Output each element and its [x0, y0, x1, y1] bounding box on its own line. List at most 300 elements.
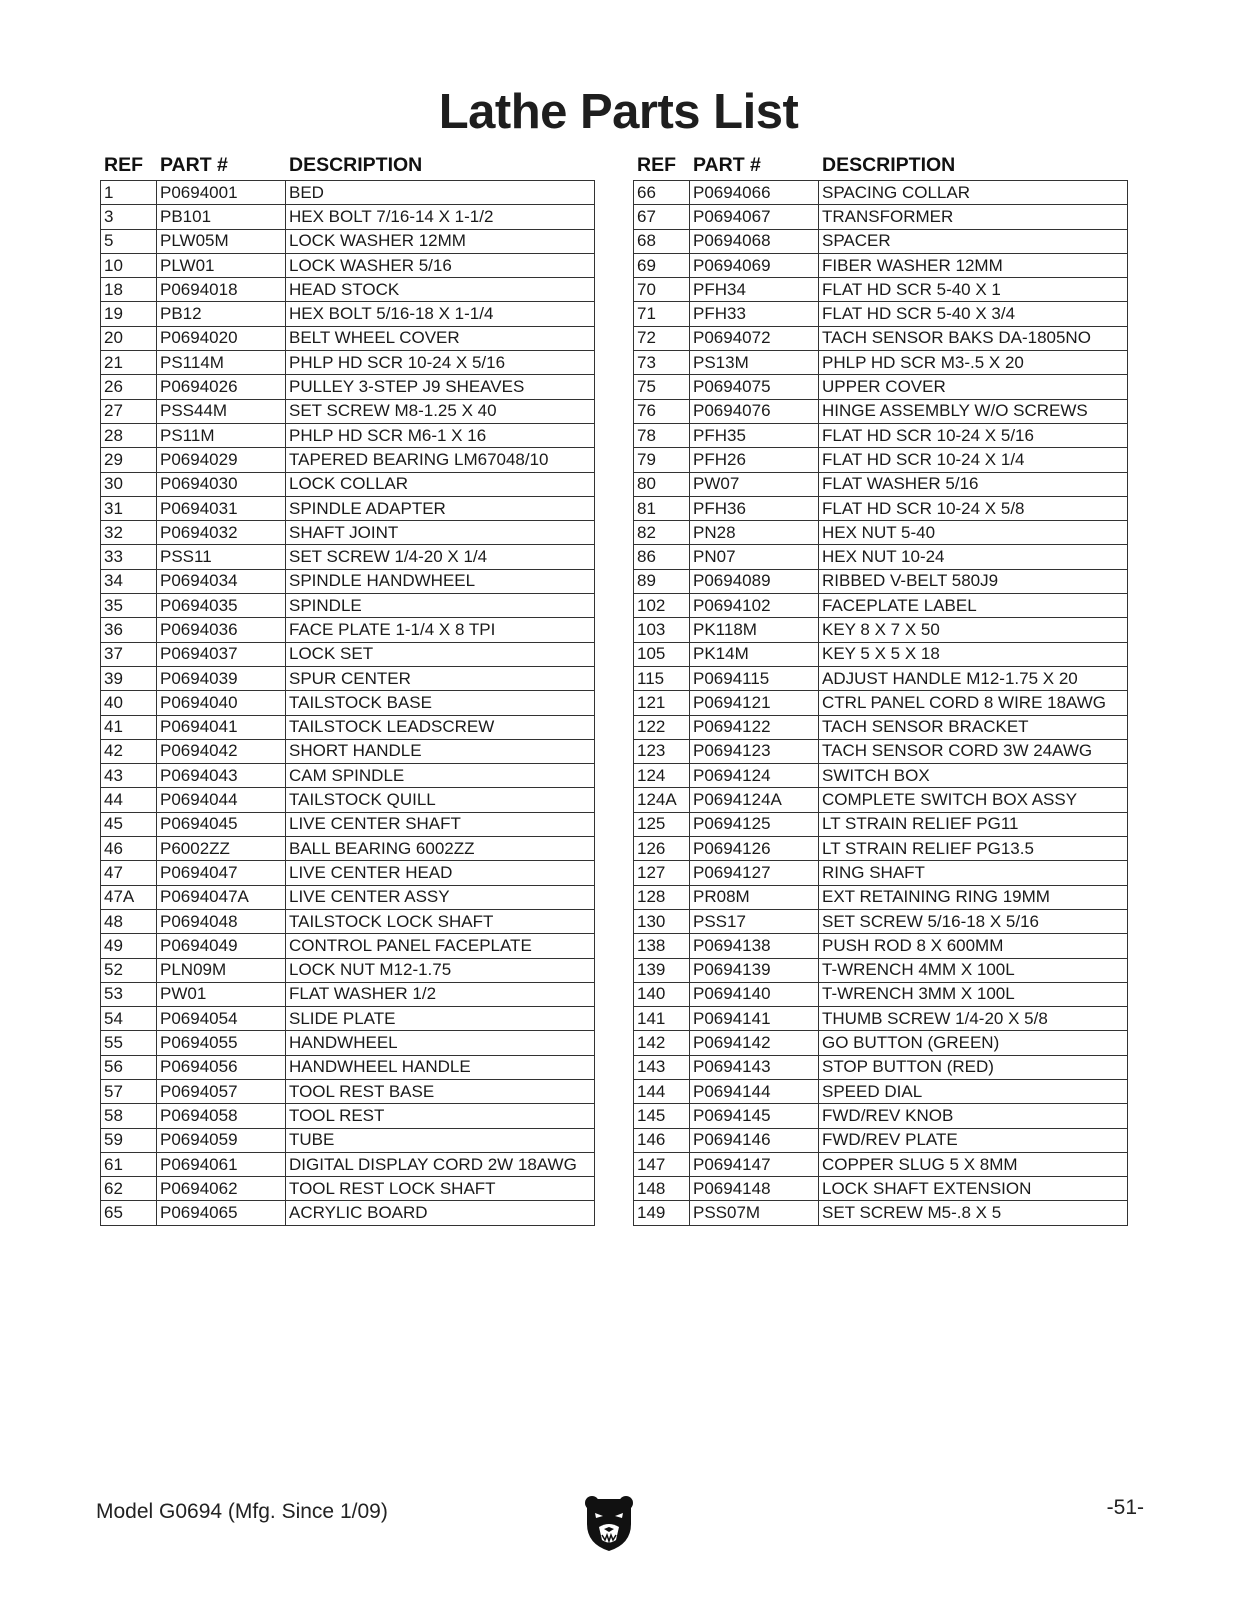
ref-cell: 145 [634, 1104, 690, 1128]
ref-cell: 18 [101, 278, 157, 302]
description-cell: BELT WHEEL COVER [286, 326, 595, 350]
table-row [634, 229, 1128, 253]
part-number-cell: P0694148 [690, 1177, 819, 1201]
ref-cell: 58 [101, 1104, 157, 1128]
part-number-cell: PB101 [157, 205, 286, 229]
ref-cell: 138 [634, 934, 690, 958]
table-row [101, 472, 595, 496]
description-cell: EXT RETAINING RING 19MM [819, 885, 1128, 909]
part-number-cell: P0694047 [157, 861, 286, 885]
ref-cell: 57 [101, 1079, 157, 1103]
table-row [101, 229, 595, 253]
part-number-cell: P0694049 [157, 934, 286, 958]
table-row [101, 812, 595, 836]
description-cell: FACE PLATE 1-1/4 X 8 TPI [286, 618, 595, 642]
part-number-cell: P0694034 [157, 569, 286, 593]
ref-cell: 81 [634, 496, 690, 520]
part-number-cell: P0694059 [157, 1128, 286, 1152]
description-cell: FLAT WASHER 5/16 [819, 472, 1128, 496]
part-number-cell: PN28 [690, 521, 819, 545]
description-cell: FLAT HD SCR 5-40 X 1 [819, 278, 1128, 302]
description-cell: TAILSTOCK LEADSCREW [286, 715, 595, 739]
ref-cell: 49 [101, 934, 157, 958]
part-number-cell: PW01 [157, 982, 286, 1006]
table-row [634, 788, 1128, 812]
ref-cell: 121 [634, 691, 690, 715]
ref-cell: 30 [101, 472, 157, 496]
description-cell: FWD/REV KNOB [819, 1104, 1128, 1128]
description-cell: SPINDLE [286, 594, 595, 618]
table-row [634, 351, 1128, 375]
description-cell: FLAT HD SCR 5-40 X 3/4 [819, 302, 1128, 326]
ref-cell: 48 [101, 909, 157, 933]
header-description: DESCRIPTION [289, 154, 423, 176]
part-number-cell: PB12 [157, 302, 286, 326]
table-row [101, 1055, 595, 1079]
table-row [101, 351, 595, 375]
ref-cell: 76 [634, 399, 690, 423]
table-row [634, 1007, 1128, 1031]
table-row [634, 1104, 1128, 1128]
description-cell: TAILSTOCK QUILL [286, 788, 595, 812]
part-number-cell: P0694138 [690, 934, 819, 958]
table-row [101, 642, 595, 666]
description-cell: SET SCREW M5-.8 X 5 [819, 1201, 1128, 1225]
ref-cell: 28 [101, 423, 157, 447]
ref-cell: 19 [101, 302, 157, 326]
description-cell: KEY 8 X 7 X 50 [819, 618, 1128, 642]
table-row [101, 1152, 595, 1176]
table-row [634, 934, 1128, 958]
ref-cell: 42 [101, 739, 157, 763]
ref-cell: 127 [634, 861, 690, 885]
ref-cell: 52 [101, 958, 157, 982]
ref-cell: 10 [101, 253, 157, 277]
description-cell: TOOL REST [286, 1104, 595, 1128]
part-number-cell: P0694026 [157, 375, 286, 399]
part-number-cell: P0694042 [157, 739, 286, 763]
description-cell: HANDWHEEL [286, 1031, 595, 1055]
part-number-cell: PFH36 [690, 496, 819, 520]
description-cell: PHLP HD SCR 10-24 X 5/16 [286, 351, 595, 375]
table-row [101, 253, 595, 277]
description-cell: GO BUTTON (GREEN) [819, 1031, 1128, 1055]
table-row [101, 691, 595, 715]
part-number-cell: P0694141 [690, 1007, 819, 1031]
description-cell: PULLEY 3-STEP J9 SHEAVES [286, 375, 595, 399]
description-cell: ADJUST HANDLE M12-1.75 X 20 [819, 666, 1128, 690]
description-cell: SPACER [819, 229, 1128, 253]
table-row [634, 181, 1128, 205]
table-row [634, 618, 1128, 642]
footer-model: Model G0694 (Mfg. Since 1/09) [96, 1500, 388, 1523]
ref-cell: 75 [634, 375, 690, 399]
description-cell: UPPER COVER [819, 375, 1128, 399]
description-cell: BALL BEARING 6002ZZ [286, 837, 595, 861]
description-cell: TAILSTOCK BASE [286, 691, 595, 715]
description-cell: SPEED DIAL [819, 1079, 1128, 1103]
part-number-cell: P0694001 [157, 181, 286, 205]
ref-cell: 142 [634, 1031, 690, 1055]
description-cell: HEX BOLT 5/16-18 X 1-1/4 [286, 302, 595, 326]
part-number-cell: P0694036 [157, 618, 286, 642]
part-number-cell: P0694145 [690, 1104, 819, 1128]
description-cell: FLAT HD SCR 10-24 X 5/8 [819, 496, 1128, 520]
part-number-cell: P0694089 [690, 569, 819, 593]
table-row [634, 375, 1128, 399]
ref-cell: 148 [634, 1177, 690, 1201]
ref-cell: 80 [634, 472, 690, 496]
description-cell: TAPERED BEARING LM67048/10 [286, 448, 595, 472]
part-number-cell: P0694072 [690, 326, 819, 350]
description-cell: LT STRAIN RELIEF PG13.5 [819, 837, 1128, 861]
table-row [634, 885, 1128, 909]
table-row [634, 812, 1128, 836]
ref-cell: 43 [101, 764, 157, 788]
table-row [101, 1201, 595, 1225]
table-row [634, 666, 1128, 690]
description-cell: TRANSFORMER [819, 205, 1128, 229]
part-number-cell: PLW05M [157, 229, 286, 253]
description-cell: SHAFT JOINT [286, 521, 595, 545]
description-cell: LOCK WASHER 5/16 [286, 253, 595, 277]
page-number: -51- [1106, 1496, 1144, 1519]
part-number-cell: P0694057 [157, 1079, 286, 1103]
ref-cell: 143 [634, 1055, 690, 1079]
table-row [634, 837, 1128, 861]
part-number-cell: P0694076 [690, 399, 819, 423]
ref-cell: 3 [101, 205, 157, 229]
table-row [101, 448, 595, 472]
description-cell: LOCK WASHER 12MM [286, 229, 595, 253]
description-cell: TAILSTOCK LOCK SHAFT [286, 909, 595, 933]
ref-cell: 126 [634, 837, 690, 861]
part-number-cell: PSS11 [157, 545, 286, 569]
parts-column-left [100, 152, 594, 1226]
table-row [634, 1031, 1128, 1055]
table-row [634, 1055, 1128, 1079]
part-number-cell: PK14M [690, 642, 819, 666]
description-cell: T-WRENCH 3MM X 100L [819, 982, 1128, 1006]
table-row [634, 302, 1128, 326]
part-number-cell: PR08M [690, 885, 819, 909]
table-row [101, 739, 595, 763]
ref-cell: 47A [101, 885, 157, 909]
part-number-cell: P0694039 [157, 666, 286, 690]
part-number-cell: P0694062 [157, 1177, 286, 1201]
table-row [634, 909, 1128, 933]
part-number-cell: P0694058 [157, 1104, 286, 1128]
ref-cell: 35 [101, 594, 157, 618]
part-number-cell: P0694102 [690, 594, 819, 618]
part-number-cell: P0694075 [690, 375, 819, 399]
part-number-cell: P0694115 [690, 666, 819, 690]
table-row [101, 715, 595, 739]
table-row [101, 837, 595, 861]
part-number-cell: P0694069 [690, 253, 819, 277]
description-cell: HEAD STOCK [286, 278, 595, 302]
table-row [101, 569, 595, 593]
part-number-cell: P0694121 [690, 691, 819, 715]
part-number-cell: PK118M [690, 618, 819, 642]
ref-cell: 40 [101, 691, 157, 715]
description-cell: PHLP HD SCR M6-1 X 16 [286, 423, 595, 447]
ref-cell: 73 [634, 351, 690, 375]
part-number-cell: P0694056 [157, 1055, 286, 1079]
ref-cell: 86 [634, 545, 690, 569]
ref-cell: 147 [634, 1152, 690, 1176]
part-number-cell: P0694044 [157, 788, 286, 812]
table-row [101, 1007, 595, 1031]
table-row [634, 982, 1128, 1006]
table-row [634, 205, 1128, 229]
description-cell: RING SHAFT [819, 861, 1128, 885]
ref-cell: 70 [634, 278, 690, 302]
table-row [101, 764, 595, 788]
table-row [101, 278, 595, 302]
description-cell: SPINDLE ADAPTER [286, 496, 595, 520]
part-number-cell: P0694067 [690, 205, 819, 229]
table-row [101, 545, 595, 569]
parts-column-right [633, 152, 1127, 1226]
ref-cell: 53 [101, 982, 157, 1006]
description-cell: KEY 5 X 5 X 18 [819, 642, 1128, 666]
description-cell: COPPER SLUG 5 X 8MM [819, 1152, 1128, 1176]
ref-cell: 89 [634, 569, 690, 593]
table-row [634, 861, 1128, 885]
description-cell: LOCK NUT M12-1.75 [286, 958, 595, 982]
table-row [634, 521, 1128, 545]
description-cell: SET SCREW 5/16-18 X 5/16 [819, 909, 1128, 933]
part-number-cell: PSS44M [157, 399, 286, 423]
table-row [101, 521, 595, 545]
table-row [101, 594, 595, 618]
description-cell: SPACING COLLAR [819, 181, 1128, 205]
description-cell: LOCK SET [286, 642, 595, 666]
part-number-cell: P0694032 [157, 521, 286, 545]
ref-cell: 31 [101, 496, 157, 520]
table-row [634, 448, 1128, 472]
table-row [634, 1128, 1128, 1152]
part-number-cell: P0694055 [157, 1031, 286, 1055]
table-row [634, 1201, 1128, 1225]
description-cell: HANDWHEEL HANDLE [286, 1055, 595, 1079]
description-cell: CONTROL PANEL FACEPLATE [286, 934, 595, 958]
part-number-cell: P0694122 [690, 715, 819, 739]
description-cell: PHLP HD SCR M3-.5 X 20 [819, 351, 1128, 375]
description-cell: SPINDLE HANDWHEEL [286, 569, 595, 593]
part-number-cell: PS11M [157, 423, 286, 447]
part-number-cell: P0694065 [157, 1201, 286, 1225]
table-row [101, 205, 595, 229]
part-number-cell: PS114M [157, 351, 286, 375]
table-row [634, 691, 1128, 715]
description-cell: FACEPLATE LABEL [819, 594, 1128, 618]
description-cell: HINGE ASSEMBLY W/O SCREWS [819, 399, 1128, 423]
description-cell: SLIDE PLATE [286, 1007, 595, 1031]
ref-cell: 69 [634, 253, 690, 277]
part-number-cell: PLW01 [157, 253, 286, 277]
ref-cell: 124 [634, 764, 690, 788]
ref-cell: 37 [101, 642, 157, 666]
part-number-cell: P0694045 [157, 812, 286, 836]
ref-cell: 27 [101, 399, 157, 423]
ref-cell: 32 [101, 521, 157, 545]
table-row [634, 423, 1128, 447]
part-number-cell: P6002ZZ [157, 837, 286, 861]
ref-cell: 67 [634, 205, 690, 229]
description-cell: COMPLETE SWITCH BOX ASSY [819, 788, 1128, 812]
description-cell: PUSH ROD 8 X 600MM [819, 934, 1128, 958]
ref-cell: 62 [101, 1177, 157, 1201]
description-cell: LIVE CENTER ASSY [286, 885, 595, 909]
table-row [634, 496, 1128, 520]
table-row [101, 375, 595, 399]
ref-cell: 45 [101, 812, 157, 836]
description-cell: FLAT HD SCR 10-24 X 5/16 [819, 423, 1128, 447]
table-row [634, 569, 1128, 593]
ref-cell: 29 [101, 448, 157, 472]
description-cell: TUBE [286, 1128, 595, 1152]
table-row [101, 496, 595, 520]
ref-cell: 5 [101, 229, 157, 253]
table-row [101, 958, 595, 982]
ref-cell: 46 [101, 837, 157, 861]
table-row [634, 545, 1128, 569]
part-number-cell: PSS17 [690, 909, 819, 933]
part-number-cell: PFH35 [690, 423, 819, 447]
table-row [634, 1152, 1128, 1176]
description-cell: TACH SENSOR BRACKET [819, 715, 1128, 739]
ref-cell: 26 [101, 375, 157, 399]
ref-cell: 71 [634, 302, 690, 326]
part-number-cell: PFH26 [690, 448, 819, 472]
table-row [101, 885, 595, 909]
column-headers-right [633, 152, 1127, 180]
description-cell: SWITCH BOX [819, 764, 1128, 788]
part-number-cell: P0694068 [690, 229, 819, 253]
table-row [101, 861, 595, 885]
ref-cell: 61 [101, 1152, 157, 1176]
table-row [101, 181, 595, 205]
ref-cell: 34 [101, 569, 157, 593]
part-number-cell: PFH34 [690, 278, 819, 302]
ref-cell: 146 [634, 1128, 690, 1152]
part-number-cell: P0694031 [157, 496, 286, 520]
table-row [101, 302, 595, 326]
ref-cell: 103 [634, 618, 690, 642]
ref-cell: 144 [634, 1079, 690, 1103]
ref-cell: 141 [634, 1007, 690, 1031]
table-row [634, 642, 1128, 666]
table-row [101, 909, 595, 933]
table-row [101, 788, 595, 812]
part-number-cell: PLN09M [157, 958, 286, 982]
description-cell: LOCK COLLAR [286, 472, 595, 496]
table-row [101, 934, 595, 958]
part-number-cell: P0694030 [157, 472, 286, 496]
ref-cell: 56 [101, 1055, 157, 1079]
ref-cell: 82 [634, 521, 690, 545]
description-cell: HEX NUT 5-40 [819, 521, 1128, 545]
part-number-cell: P0694147 [690, 1152, 819, 1176]
table-row [634, 278, 1128, 302]
part-number-cell: P0694125 [690, 812, 819, 836]
part-number-cell: P0694140 [690, 982, 819, 1006]
part-number-cell: PSS07M [690, 1201, 819, 1225]
ref-cell: 44 [101, 788, 157, 812]
ref-cell: 105 [634, 642, 690, 666]
description-cell: LT STRAIN RELIEF PG11 [819, 812, 1128, 836]
part-number-cell: P0694066 [690, 181, 819, 205]
ref-cell: 140 [634, 982, 690, 1006]
description-cell: SHORT HANDLE [286, 739, 595, 763]
ref-cell: 33 [101, 545, 157, 569]
ref-cell: 41 [101, 715, 157, 739]
description-cell: HEX NUT 10-24 [819, 545, 1128, 569]
part-number-cell: PFH33 [690, 302, 819, 326]
part-number-cell: P0694146 [690, 1128, 819, 1152]
ref-cell: 39 [101, 666, 157, 690]
table-row [101, 1079, 595, 1103]
part-number-cell: P0694054 [157, 1007, 286, 1031]
ref-cell: 55 [101, 1031, 157, 1055]
description-cell: TOOL REST BASE [286, 1079, 595, 1103]
table-row [101, 326, 595, 350]
table-row [101, 399, 595, 423]
ref-cell: 128 [634, 885, 690, 909]
part-number-cell: P0694127 [690, 861, 819, 885]
ref-cell: 21 [101, 351, 157, 375]
part-number-cell: P0694043 [157, 764, 286, 788]
part-number-cell: P0694123 [690, 739, 819, 763]
ref-cell: 47 [101, 861, 157, 885]
description-cell: TOOL REST LOCK SHAFT [286, 1177, 595, 1201]
part-number-cell: P0694037 [157, 642, 286, 666]
part-number-cell: P0694035 [157, 594, 286, 618]
description-cell: CTRL PANEL CORD 8 WIRE 18AWG [819, 691, 1128, 715]
header-ref: REF [637, 154, 676, 176]
parts-table-left [100, 180, 595, 1226]
description-cell: T-WRENCH 4MM X 100L [819, 958, 1128, 982]
ref-cell: 72 [634, 326, 690, 350]
ref-cell: 149 [634, 1201, 690, 1225]
table-row [634, 1177, 1128, 1201]
part-number-cell: P0694142 [690, 1031, 819, 1055]
table-row [101, 1031, 595, 1055]
part-number-cell: P0694041 [157, 715, 286, 739]
description-cell: HEX BOLT 7/16-14 X 1-1/2 [286, 205, 595, 229]
ref-cell: 65 [101, 1201, 157, 1225]
part-number-cell: P0694047A [157, 885, 286, 909]
part-number-cell: P0694029 [157, 448, 286, 472]
ref-cell: 36 [101, 618, 157, 642]
description-cell: RIBBED V-BELT 580J9 [819, 569, 1128, 593]
page-title: Lathe Parts List [438, 85, 799, 139]
description-cell: LIVE CENTER SHAFT [286, 812, 595, 836]
part-number-cell: P0694124 [690, 764, 819, 788]
header-part-number: PART # [160, 154, 228, 176]
table-row [634, 472, 1128, 496]
description-cell: FLAT WASHER 1/2 [286, 982, 595, 1006]
ref-cell: 125 [634, 812, 690, 836]
table-row [634, 715, 1128, 739]
part-number-cell: PW07 [690, 472, 819, 496]
ref-cell: 1 [101, 181, 157, 205]
table-row [634, 326, 1128, 350]
description-cell: SET SCREW 1/4-20 X 1/4 [286, 545, 595, 569]
ref-cell: 102 [634, 594, 690, 618]
